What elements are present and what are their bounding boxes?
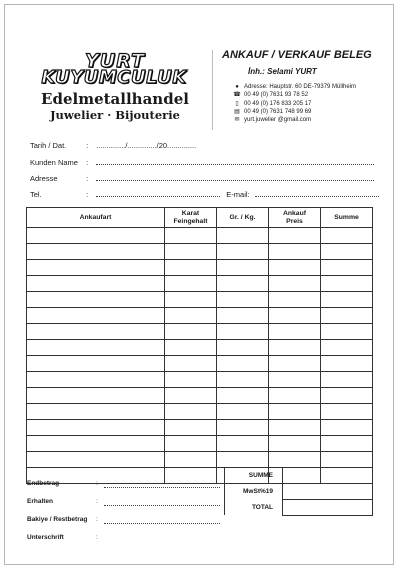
table-cell[interactable] — [269, 372, 321, 388]
table-row — [27, 356, 373, 372]
table-row — [27, 436, 373, 452]
table-cell[interactable] — [269, 260, 321, 276]
table-cell[interactable] — [217, 244, 269, 260]
table-cell[interactable] — [165, 388, 217, 404]
table-row — [27, 340, 373, 356]
table-cell[interactable] — [321, 228, 373, 244]
table-cell[interactable] — [269, 308, 321, 324]
table-cell[interactable] — [269, 452, 321, 468]
fax-icon: ▤ — [234, 108, 240, 115]
table-cell[interactable] — [217, 372, 269, 388]
table-cell[interactable] — [269, 228, 321, 244]
mobile-icon: ▯ — [235, 100, 239, 107]
table-cell[interactable] — [27, 340, 165, 356]
table-cell[interactable] — [217, 324, 269, 340]
table-cell[interactable] — [165, 372, 217, 388]
col-header-ankaufart: Ankaufart — [27, 208, 165, 228]
table-row — [27, 308, 373, 324]
table-cell[interactable] — [27, 420, 165, 436]
owner-name: İnh.: Selami YURT — [248, 67, 317, 76]
table-cell[interactable] — [269, 420, 321, 436]
unterschrift-label: Unterschrift — [27, 534, 64, 541]
summe-label: SUMME — [248, 472, 273, 479]
table-cell[interactable] — [165, 260, 217, 276]
contact-mobile — [230, 100, 356, 108]
table-cell[interactable] — [321, 372, 373, 388]
table-cell[interactable] — [269, 388, 321, 404]
mwst-label: MwSt%19 — [243, 488, 273, 495]
table-cell[interactable] — [321, 260, 373, 276]
date-field[interactable]: ............../............../20.............. — [96, 141, 197, 150]
table-cell[interactable] — [27, 436, 165, 452]
table-cell[interactable] — [269, 404, 321, 420]
table-cell[interactable] — [269, 292, 321, 308]
table-cell[interactable] — [321, 308, 373, 324]
totals-table — [282, 467, 373, 516]
col-header-karat: Karat Feingehalt — [165, 208, 217, 228]
table-cell[interactable] — [217, 388, 269, 404]
table-row — [27, 292, 373, 308]
bakiye-label: Bakiye / Restbetrag — [27, 516, 88, 523]
name-field[interactable] — [96, 157, 374, 165]
name-row — [30, 157, 374, 168]
table-row — [27, 388, 373, 404]
table-cell[interactable] — [27, 260, 165, 276]
brand-name-line2: KUYUMCULUK — [41, 67, 187, 88]
tel-email-row — [30, 189, 379, 200]
endbetrag-label: Endbetrag — [27, 480, 60, 487]
table-cell[interactable] — [27, 308, 165, 324]
contact-text: 00 49 (0) 7631 93 78 52 — [244, 92, 309, 99]
table-cell[interactable] — [217, 308, 269, 324]
email-label: E-mail: — [226, 190, 250, 199]
table-cell[interactable] — [165, 292, 217, 308]
table-row — [27, 260, 373, 276]
table-cell[interactable] — [217, 436, 269, 452]
table-header-row — [27, 208, 373, 228]
table-cell[interactable] — [27, 372, 165, 388]
table-cell[interactable] — [217, 228, 269, 244]
endbetrag-field[interactable] — [104, 481, 220, 488]
table-cell[interactable] — [165, 420, 217, 436]
table-cell[interactable] — [321, 356, 373, 372]
contact-address — [230, 83, 356, 91]
endbetrag-colon: : — [96, 480, 98, 487]
table-cell[interactable] — [217, 452, 269, 468]
table-cell[interactable] — [321, 420, 373, 436]
email-field[interactable] — [255, 189, 379, 197]
email-icon: ✉ — [234, 117, 240, 124]
bakiye-colon: : — [96, 516, 98, 523]
bakiye-field[interactable] — [104, 517, 220, 524]
table-cell[interactable] — [217, 292, 269, 308]
date-colon: : — [86, 141, 89, 150]
table-cell[interactable] — [269, 244, 321, 260]
mwst-field[interactable] — [283, 484, 373, 500]
total-label: TOTAL — [251, 504, 273, 511]
table-cell[interactable] — [165, 324, 217, 340]
table-cell[interactable] — [217, 340, 269, 356]
location-pin-icon: ● — [235, 84, 239, 90]
table-cell[interactable] — [165, 228, 217, 244]
table-cell[interactable] — [165, 308, 217, 324]
table-cell[interactable] — [27, 404, 165, 420]
contact-text: 00 49 (0) 7631 748 99 69 — [244, 108, 312, 115]
name-colon: : — [86, 158, 89, 167]
table-row — [27, 404, 373, 420]
table-cell[interactable] — [165, 340, 217, 356]
table-cell[interactable] — [27, 324, 165, 340]
table-cell[interactable] — [27, 244, 165, 260]
table-row — [27, 324, 373, 340]
document-title: ANKAUF / VERKAUF BELEG — [222, 49, 372, 61]
table-row — [27, 276, 373, 292]
table-cell[interactable] — [217, 420, 269, 436]
date-row — [30, 141, 196, 151]
table-cell[interactable] — [321, 324, 373, 340]
tel-label: Tel. — [30, 190, 42, 199]
unterschrift-colon: : — [96, 534, 98, 541]
table-cell[interactable] — [269, 356, 321, 372]
table-cell[interactable] — [27, 452, 165, 468]
tel-colon: : — [86, 190, 89, 199]
table-cell[interactable] — [321, 276, 373, 292]
table-cell[interactable] — [321, 436, 373, 452]
table-cell[interactable] — [165, 356, 217, 372]
table-cell[interactable] — [269, 436, 321, 452]
table-cell[interactable] — [165, 436, 217, 452]
table-cell[interactable] — [27, 276, 165, 292]
table-cell[interactable] — [269, 324, 321, 340]
table-cell[interactable] — [27, 292, 165, 308]
table-cell[interactable] — [217, 276, 269, 292]
contact-text: yurt.juwelier @gmail.com — [244, 117, 312, 124]
table-cell[interactable] — [321, 404, 373, 420]
table-cell[interactable] — [321, 452, 373, 468]
contact-list — [230, 83, 356, 124]
table-cell[interactable] — [27, 356, 165, 372]
table-cell[interactable] — [269, 340, 321, 356]
table-cell[interactable] — [165, 452, 217, 468]
address-colon: : — [86, 174, 89, 183]
contact-phone — [230, 91, 356, 99]
table-cell[interactable] — [27, 228, 165, 244]
table-row — [27, 372, 373, 388]
name-label: Kunden Name — [30, 158, 78, 167]
address-label: Adresse — [30, 174, 58, 183]
tel-field[interactable] — [96, 189, 220, 197]
summe-field[interactable] — [283, 468, 373, 484]
header-divider — [212, 50, 213, 130]
erhalten-colon: : — [96, 498, 98, 505]
ankauf-table — [26, 207, 373, 484]
total-field[interactable] — [283, 500, 373, 516]
address-field[interactable] — [96, 173, 374, 181]
table-row — [27, 228, 373, 244]
brand-subtitle: Edelmetallhandel — [41, 90, 189, 108]
totals-divider — [224, 467, 225, 515]
table-cell[interactable] — [27, 388, 165, 404]
contact-text: 00 49 (0) 176 833 205 17 — [244, 100, 312, 107]
table-cell[interactable] — [217, 260, 269, 276]
table-cell[interactable] — [321, 244, 373, 260]
table-row — [27, 420, 373, 436]
phone-icon: ☎ — [233, 92, 241, 99]
address-row — [30, 173, 374, 184]
contact-email — [230, 116, 356, 124]
contact-fax — [230, 108, 356, 116]
erhalten-field[interactable] — [104, 499, 220, 506]
brand-tagline: Juwelier · Bijouterie — [50, 108, 180, 122]
table-cell[interactable] — [321, 340, 373, 356]
table-cell[interactable] — [217, 404, 269, 420]
col-header-preis: Ankauf Preis — [269, 208, 321, 228]
table-cell[interactable] — [165, 404, 217, 420]
table-cell[interactable] — [321, 292, 373, 308]
table-row — [27, 244, 373, 260]
contact-text: Adresse: Hauptstr. 60 DE-79379 Müllheim — [244, 84, 357, 90]
table-cell[interactable] — [165, 276, 217, 292]
erhalten-label: Erhalten — [27, 498, 54, 505]
table-cell[interactable] — [165, 244, 217, 260]
col-header-gramm: Gr. / Kg. — [217, 208, 269, 228]
table-cell[interactable] — [269, 276, 321, 292]
table-row — [27, 452, 373, 468]
table-cell[interactable] — [217, 356, 269, 372]
date-label: Tarih / Dat. — [30, 141, 67, 150]
brand-name-line1: YURT — [85, 50, 145, 72]
table-cell[interactable] — [321, 388, 373, 404]
col-header-summe: Summe — [321, 208, 373, 228]
